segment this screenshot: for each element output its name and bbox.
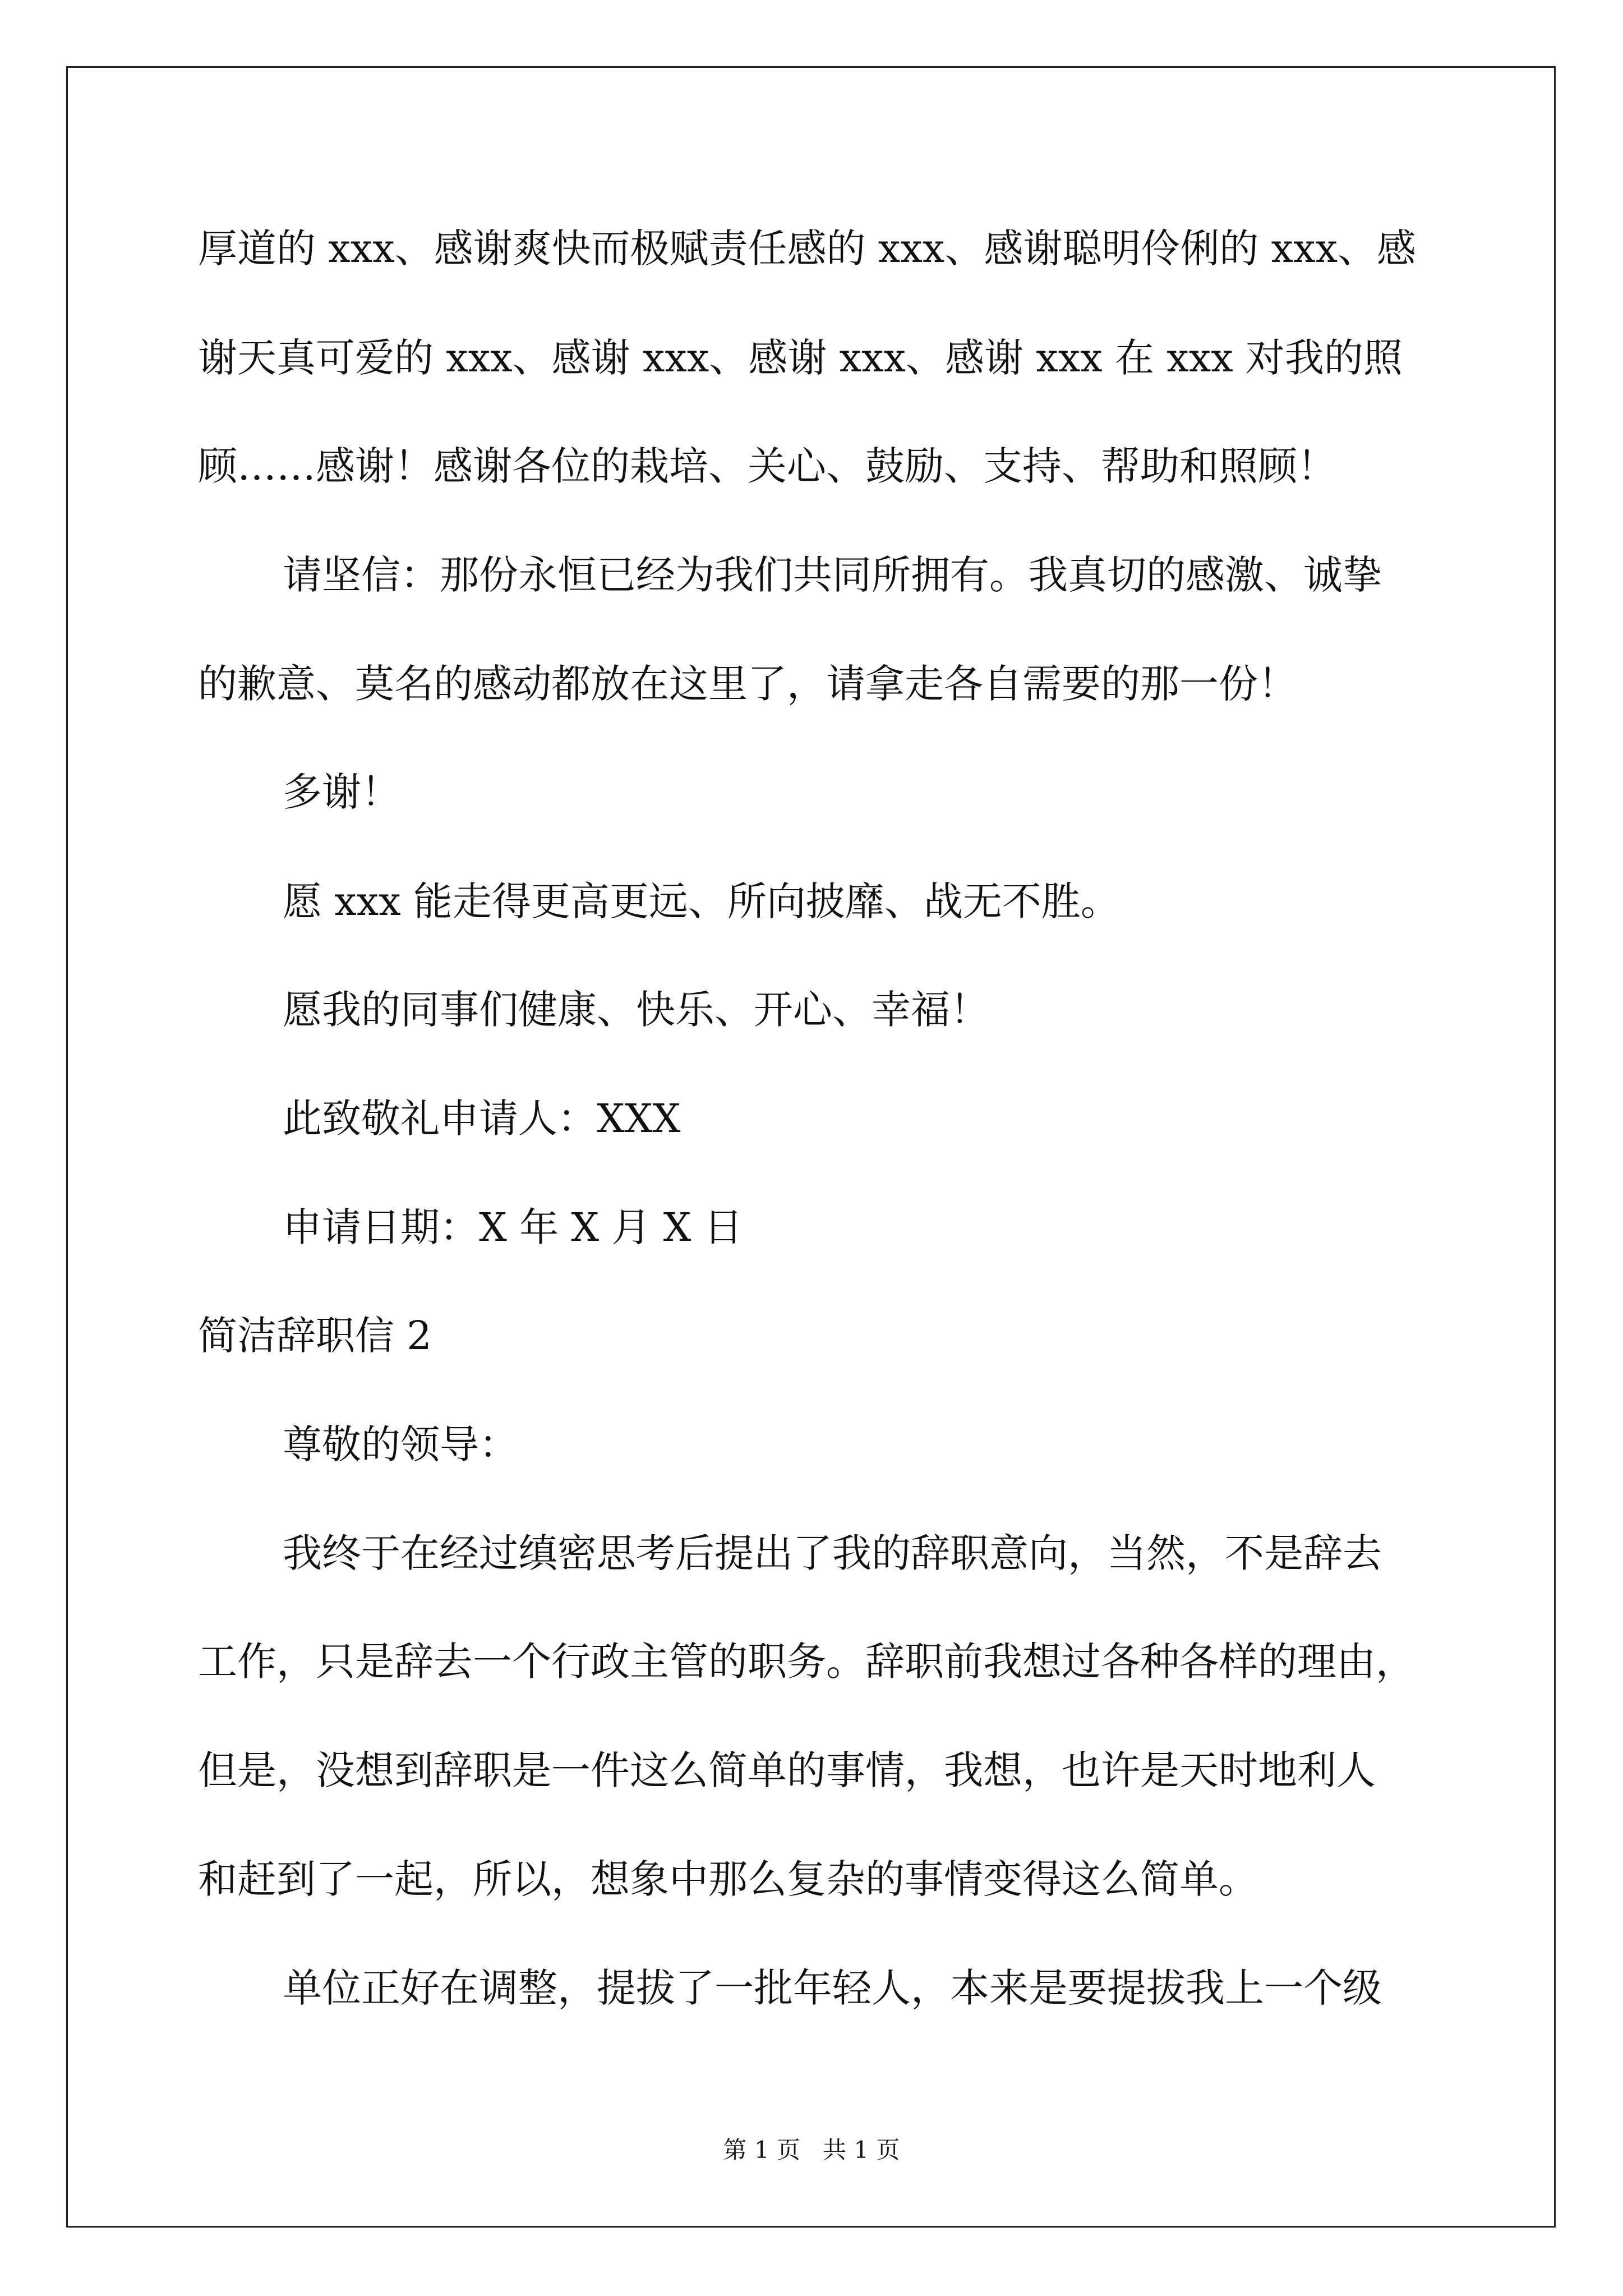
body-text-line: 我终于在经过缜密思考后提出了我的辞职意向，当然，不是辞去 (283, 1530, 1382, 1576)
body-text-line: 工作，只是辞去一个行政主管的职务。辞职前我想过各种各样的理由， (198, 1639, 1415, 1685)
page-border (66, 66, 1556, 2228)
body-text-line: 单位正好在调整，提拔了一批年轻人，本来是要提拔我上一个级 (283, 1965, 1382, 2011)
body-text-line: 谢天真可爱的 xxx、感谢 xxx、感谢 xxx、感谢 xxx 在 xxx 对我的照 (198, 335, 1403, 381)
body-text-line: 多谢！ (283, 769, 400, 815)
body-text-line: 顾……感谢！感谢各位的栽培、关心、鼓励、支持、帮助和照顾！ (198, 443, 1336, 489)
body-text-line: 但是，没想到辞职是一件这么简单的事情，我想，也许是天时地利人 (198, 1747, 1376, 1793)
section-heading: 简洁辞职信 2 (198, 1313, 432, 1359)
body-text-line: 请坚信：那份永恒已经为我们共同所拥有。我真切的感激、诚挚 (283, 552, 1382, 598)
salutation: 尊敬的领导： (283, 1421, 518, 1467)
body-text-line: 和赶到了一起，所以，想象中那么复杂的事情变得这么简单。 (198, 1856, 1258, 1902)
body-text-line: 的歉意、莫名的感动都放在这里了，请拿走各自需要的那一份！ (198, 661, 1297, 707)
date-line: 申请日期：X 年 X 月 X 日 (283, 1204, 743, 1250)
page-footer: 第 1 页 共 1 页 (723, 2136, 900, 2164)
body-text-line: 愿我的同事们健康、快乐、开心、幸福！ (283, 987, 989, 1033)
body-text-line: 厚道的 xxx、感谢爽快而极赋责任感的 xxx、感谢聪明伶俐的 xxx、感 (198, 226, 1417, 272)
body-text-line: 愿 xxx 能走得更高更远、所向披靡、战无不胜。 (283, 878, 1120, 924)
signature-line: 此致敬礼申请人：XXX (283, 1096, 681, 1142)
